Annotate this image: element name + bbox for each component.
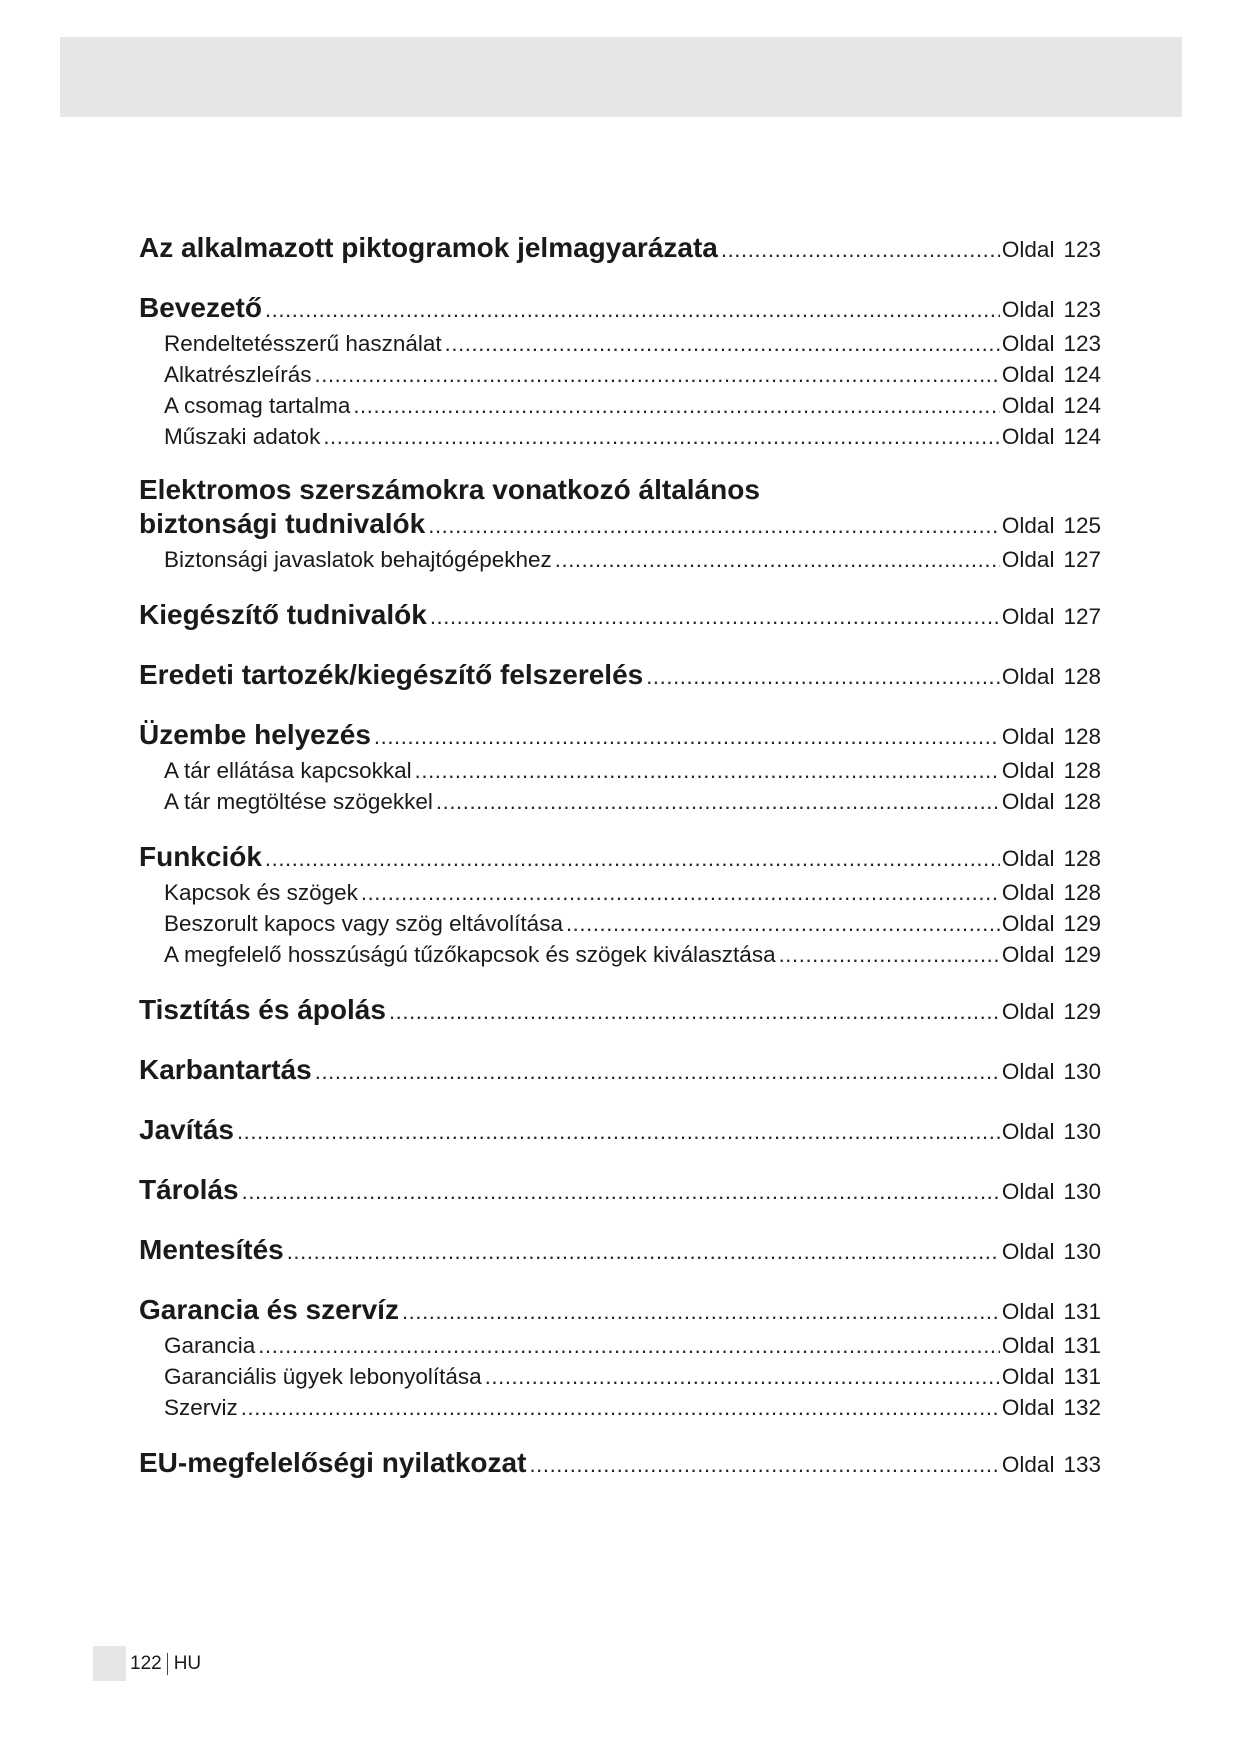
toc-subentry-title: Beszorult kapocs vagy szög eltávolítása (164, 911, 563, 936)
page-word: Oldal (1001, 237, 1055, 262)
toc-subentry-page: 129 (1063, 911, 1101, 936)
toc-entry[interactable] (139, 506, 1101, 544)
dot-leader (402, 1294, 1000, 1330)
toc-entry-title: Az alkalmazott piktogramok jelmagyarázata (139, 232, 718, 263)
toc-entry[interactable] (139, 992, 1101, 1030)
toc-entry-title: Tisztítás és ápolás (139, 994, 386, 1025)
dot-leader (242, 1174, 1000, 1210)
toc-entry-title-line1: Elektromos szerszámokra vonatkozó általános (139, 474, 760, 505)
dot-leader (374, 719, 1000, 755)
page-word: Oldal (1001, 1239, 1055, 1264)
toc-section (139, 1292, 1101, 1423)
page-word: Oldal (1001, 999, 1055, 1024)
page-word: Oldal (1001, 547, 1055, 572)
toc-entry-title: Karbantartás (139, 1054, 312, 1085)
toc-subentry-title: Garancia (164, 1333, 256, 1358)
toc-subentry[interactable] (139, 755, 1101, 786)
page-word: Oldal (1001, 604, 1055, 629)
toc-entry-page: 130 (1063, 1239, 1101, 1264)
dot-leader (436, 786, 1000, 817)
toc-entry-title: biztonsági tudnivalók (139, 508, 426, 539)
header-band (60, 37, 1182, 117)
dot-leader (287, 1234, 1000, 1270)
page-word: Oldal (1001, 664, 1055, 689)
toc-entry-title: Eredeti tartozék/kiegészítő felszerelés (139, 659, 644, 690)
dot-leader (323, 421, 1000, 452)
dot-leader (361, 877, 1000, 908)
toc-entry-page: 128 (1063, 664, 1101, 689)
toc-entry[interactable] (139, 717, 1101, 755)
toc-subentry-title: Kapcsok és szögek (164, 880, 358, 905)
page-word: Oldal (1001, 1179, 1055, 1204)
toc-entry-page: 125 (1063, 513, 1101, 538)
toc-section (139, 1172, 1101, 1210)
page-word: Oldal (1001, 911, 1055, 936)
toc-entry-title: Garancia és szervíz (139, 1294, 399, 1325)
toc-subentry[interactable] (139, 877, 1101, 908)
dot-leader (566, 908, 1000, 939)
toc-section (139, 230, 1101, 268)
page-word: Oldal (1001, 297, 1055, 322)
toc-subentry[interactable] (139, 390, 1101, 421)
toc-entry-title: EU-megfelelőségi nyilatkozat (139, 1447, 527, 1478)
toc-subentry-title: Szerviz (164, 1395, 238, 1420)
toc-subentry-title: A csomag tartalma (164, 393, 351, 418)
toc-entry-page: 128 (1063, 846, 1101, 871)
dot-leader (445, 328, 1000, 359)
toc-subentry[interactable] (139, 939, 1101, 970)
toc-entry-page: 130 (1063, 1119, 1101, 1144)
toc-section (139, 474, 1101, 575)
dot-leader (265, 292, 1000, 328)
page-word: Oldal (1001, 1333, 1055, 1358)
dot-leader (430, 599, 1000, 635)
toc-entry[interactable] (139, 290, 1101, 328)
toc-subentry-page: 123 (1063, 331, 1101, 356)
dot-leader (428, 508, 1000, 544)
toc-entry-page: 123 (1063, 297, 1101, 322)
toc-subentry-title: A megfelelő hosszúságú tűzőkapcsok és szögek kiválasztása (164, 942, 776, 967)
page-word: Oldal (1001, 789, 1055, 814)
page-word: Oldal (1001, 1395, 1055, 1420)
page-word: Oldal (1001, 724, 1055, 749)
toc-entry[interactable] (139, 1112, 1101, 1150)
toc-entry[interactable] (139, 230, 1101, 268)
toc-entry[interactable] (139, 657, 1101, 695)
toc-subentry-page: 129 (1063, 942, 1101, 967)
toc-entry-title: Tárolás (139, 1174, 239, 1205)
toc-section (139, 597, 1101, 635)
toc-subentry[interactable] (139, 544, 1101, 575)
toc-section (139, 657, 1101, 695)
toc-subentry[interactable] (139, 1361, 1101, 1392)
dot-leader (315, 359, 1000, 390)
toc-section (139, 717, 1101, 817)
toc-entry-page: 127 (1063, 604, 1101, 629)
toc-subentry-page: 128 (1063, 758, 1101, 783)
toc-section (139, 1052, 1101, 1090)
dot-leader (241, 1392, 1000, 1423)
toc-entry-page: 133 (1063, 1452, 1101, 1477)
dot-leader (415, 755, 1000, 786)
toc-subentry-title: Garanciális ügyek lebonyolítása (164, 1364, 482, 1389)
toc-subentry[interactable] (139, 786, 1101, 817)
toc-subentry-title: A tár megtöltése szögekkel (164, 789, 433, 814)
toc-subentry-page: 128 (1063, 789, 1101, 814)
dot-leader (353, 390, 1000, 421)
page-word: Oldal (1001, 758, 1055, 783)
page-word: Oldal (1001, 1299, 1055, 1324)
toc-entry[interactable] (139, 1445, 1101, 1483)
toc-subentry[interactable] (139, 908, 1101, 939)
toc-entry-page: 131 (1063, 1299, 1101, 1324)
toc-entry-page: 128 (1063, 724, 1101, 749)
page-footer (93, 1646, 201, 1681)
dot-leader (529, 1447, 999, 1483)
toc-subentry[interactable] (139, 328, 1101, 359)
toc-entry[interactable] (139, 1172, 1101, 1210)
page-word: Oldal (1001, 331, 1055, 356)
toc-entry[interactable] (139, 1052, 1101, 1090)
toc-entry-title: Bevezető (139, 292, 262, 323)
toc-subentry[interactable] (139, 1392, 1101, 1423)
dot-leader (315, 1054, 1000, 1090)
toc-entry-page: 130 (1063, 1179, 1101, 1204)
page-word: Oldal (1001, 1364, 1055, 1389)
page-word: Oldal (1001, 846, 1055, 871)
page-word: Oldal (1001, 1452, 1055, 1477)
dot-leader (555, 544, 1000, 575)
toc-subentry-title: Műszaki adatok (164, 424, 321, 449)
page-word: Oldal (1001, 1059, 1055, 1084)
page-word: Oldal (1001, 1119, 1055, 1144)
dot-leader (646, 659, 1000, 695)
toc-entry-title: Kiegészítő tudnivalók (139, 599, 427, 630)
toc-entry[interactable] (139, 1292, 1101, 1330)
toc-subentry-title: Alkatrészleírás (164, 362, 312, 387)
footer-marker (93, 1646, 126, 1681)
toc-entry-title: Funkciók (139, 841, 262, 872)
toc-entry-page: 123 (1063, 237, 1101, 262)
toc-section (139, 1445, 1101, 1483)
toc-subentry-page: 124 (1063, 424, 1101, 449)
toc-subentry-page: 124 (1063, 393, 1101, 418)
table-of-contents (139, 230, 1101, 1505)
toc-subentry-title: A tár ellátása kapcsokkal (164, 758, 412, 783)
page-word: Oldal (1001, 424, 1055, 449)
page-word: Oldal (1001, 513, 1055, 538)
dot-leader (779, 939, 1000, 970)
dot-leader (485, 1361, 1000, 1392)
toc-subentry-page: 131 (1063, 1333, 1101, 1358)
toc-entry-title: Üzembe helyezés (139, 719, 371, 750)
toc-entry-page: 130 (1063, 1059, 1101, 1084)
dot-leader (258, 1330, 1000, 1361)
toc-entry-title: Mentesítés (139, 1234, 284, 1265)
page-word: Oldal (1001, 362, 1055, 387)
page-word: Oldal (1001, 880, 1055, 905)
toc-section (139, 1112, 1101, 1150)
toc-subentry-page: 132 (1063, 1395, 1101, 1420)
page-word: Oldal (1001, 393, 1055, 418)
toc-section (139, 992, 1101, 1030)
dot-leader (389, 994, 1000, 1030)
toc-entry[interactable] (139, 839, 1101, 877)
toc-subentry[interactable] (139, 359, 1101, 390)
toc-subentry-page: 131 (1063, 1364, 1101, 1389)
footer-page-number: 122 (130, 1653, 168, 1675)
toc-entry-page: 129 (1063, 999, 1101, 1024)
dot-leader (237, 1114, 1000, 1150)
footer-language: HU (173, 1652, 202, 1674)
toc-subentry-page: 124 (1063, 362, 1101, 387)
toc-section (139, 1232, 1101, 1270)
toc-subentry[interactable] (139, 1330, 1101, 1361)
dot-leader (265, 841, 1000, 877)
toc-section (139, 839, 1101, 970)
page-word: Oldal (1001, 942, 1055, 967)
toc-entry-title: Javítás (139, 1114, 234, 1145)
toc-subentry-title: Biztonsági javaslatok behajtógépekhez (164, 547, 552, 572)
toc-subentry[interactable] (139, 421, 1101, 452)
toc-subentry-title: Rendeltetésszerű használat (164, 331, 442, 356)
dot-leader (721, 232, 1000, 268)
toc-subentry-page: 128 (1063, 880, 1101, 905)
toc-section (139, 290, 1101, 452)
toc-entry[interactable] (139, 597, 1101, 635)
toc-entry[interactable] (139, 1232, 1101, 1270)
toc-subentry-page: 127 (1063, 547, 1101, 572)
